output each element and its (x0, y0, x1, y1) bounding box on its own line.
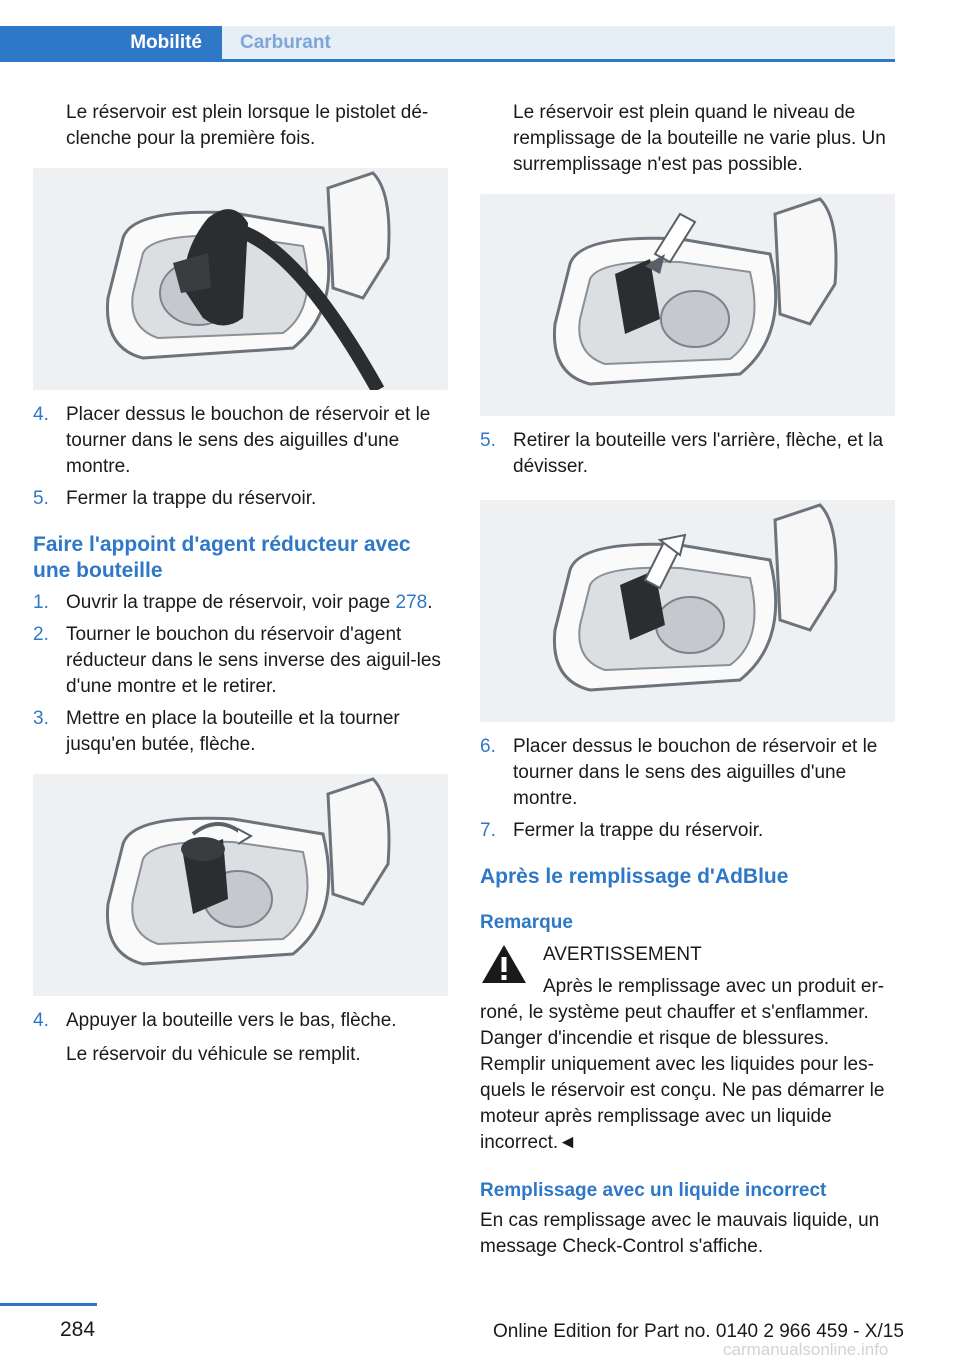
step-text-end: . (427, 592, 433, 613)
subheading-remarque: Remarque (480, 912, 573, 933)
page-link[interactable]: 278 (395, 592, 428, 613)
list-item (33, 590, 448, 616)
step-number: 4. (33, 404, 49, 425)
footer-rule (0, 1303, 97, 1306)
step-text: Mettre en place la bouteille et la tourner jusqu'en butée, flèche. (66, 708, 400, 755)
list-item (33, 622, 448, 700)
watermark: carmanualsonline.info (723, 1340, 889, 1359)
illustration-bottle-full (480, 194, 895, 416)
step-number: 5. (33, 488, 49, 509)
step-text (66, 590, 448, 616)
final-paragraph: En cas remplissage avec le mauvais liquide, un message Check-Control s'affiche. (480, 1210, 880, 1257)
step-note: Le réservoir du véhicule se remplit. (66, 1044, 361, 1065)
step-number: 7. (480, 820, 496, 841)
section-tab: Mobilité (0, 26, 222, 59)
illustration-bottle-insert (33, 774, 448, 996)
step-text: Fermer la trappe du réservoir. (66, 488, 317, 509)
page-header (0, 26, 895, 62)
illustration-bottle-remove (480, 500, 895, 722)
warning-text: roné, le système peut chauffer et s'enflammer. Danger d'incendie et risque de blessures. Remplir uniquement avec les liquides pour les-quels le réservoir est conçu. Ne pas démarrer le moteur après remplissage avec un liquide incorrect.◄ (480, 1002, 885, 1153)
section-heading: Après le remplissage d'AdBlue (480, 865, 789, 888)
step-text: Placer dessus le bouchon de réservoir et le tourner dans le sens des aiguilles d'une montre. (66, 404, 431, 477)
illustration-nozzle-filling (33, 168, 448, 390)
step-text-main: Ouvrir la trappe de réservoir, voir page (66, 592, 396, 613)
warning-title: AVERTISSEMENT (543, 944, 702, 965)
header-rule (0, 59, 895, 62)
list-item (33, 1008, 448, 1034)
list-item (33, 706, 448, 758)
right-column (480, 100, 895, 1260)
left-intro: Le réservoir est plein lorsque le pistolet dé-clenche pour la première fois. (66, 102, 429, 149)
list-item (480, 428, 895, 480)
right-intro: Le réservoir est plein quand le niveau de remplissage de la bouteille ne varie plus. Un surremplissage n'est pas possible. (513, 102, 886, 175)
step-text: Fermer la trappe du réservoir. (513, 820, 764, 841)
page-number: 284 (60, 1318, 96, 1341)
warning-block (480, 942, 895, 1156)
list-item (480, 734, 895, 812)
subsection-tab: Carburant (222, 26, 895, 59)
step-text: Retirer la bouteille vers l'arrière, flèche, et la dévisser. (513, 430, 884, 477)
list-item (33, 402, 448, 480)
step-number: 6. (480, 736, 496, 757)
step-text: Tourner le bouchon du réservoir d'agent réducteur dans le sens inverse des aiguil-les d'une montre et le retirer. (66, 624, 441, 697)
warning-text-first: Après le remplissage avec un produit er- (543, 976, 885, 997)
left-column (33, 100, 448, 1068)
edition-text: Online Edition for Part no. 0140 2 966 459 - X/15 (493, 1321, 904, 1342)
step-number: 1. (33, 592, 49, 613)
step-number: 3. (33, 708, 49, 729)
warning-icon (480, 942, 528, 986)
step-number: 5. (480, 430, 496, 451)
step-text: Placer dessus le bouchon de réservoir et le tourner dans le sens des aiguilles d'une montre. (513, 736, 878, 809)
step-number: 4. (33, 1010, 49, 1031)
section-heading: Faire l'appoint d'agent réducteur avec une bouteille (33, 533, 411, 582)
step-number: 2. (33, 624, 49, 645)
list-item (480, 818, 895, 844)
subheading-incorrect: Remplissage avec un liquide incorrect (480, 1180, 827, 1201)
step-text: Appuyer la bouteille vers le bas, flèche. (66, 1010, 397, 1031)
list-item (33, 486, 448, 512)
